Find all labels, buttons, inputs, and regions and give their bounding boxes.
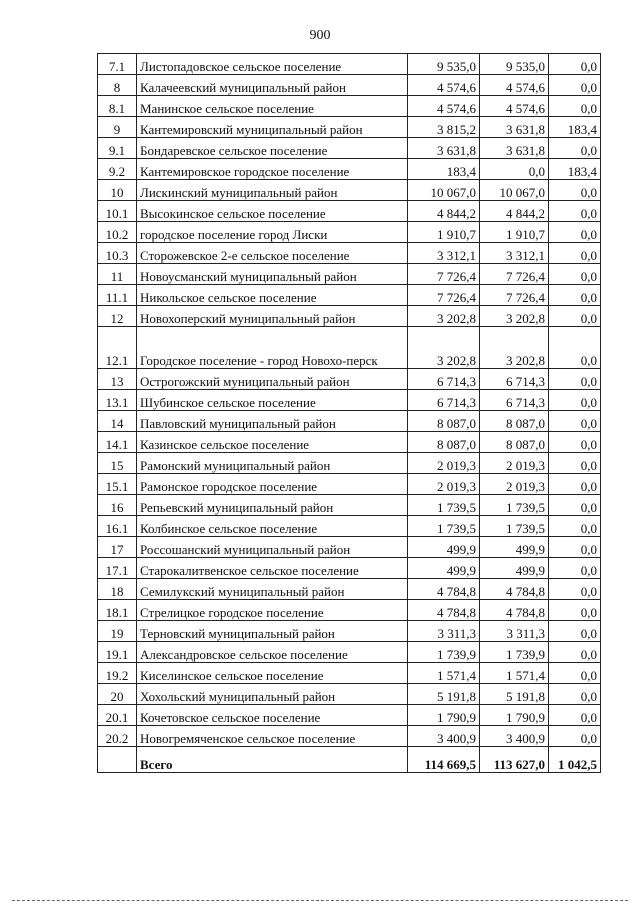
amount-col3-cell: 0,0 <box>549 600 601 621</box>
amount-col2-cell: 4 574,6 <box>480 96 549 117</box>
municipality-name-cell: Рамонское городское поселение <box>137 474 408 495</box>
amount-col2-cell: 3 631,8 <box>480 138 549 159</box>
amount-total-cell: 3 202,8 <box>408 306 480 327</box>
municipality-name-cell: Старокалитвенское сельское поселение <box>137 558 408 579</box>
row-number-cell: 17.1 <box>98 558 137 579</box>
amount-col3-cell: 0,0 <box>549 138 601 159</box>
table-row <box>98 663 601 684</box>
municipality-name-cell: Новогремяченское сельское поселение <box>137 726 408 747</box>
municipality-name-cell: Кочетовское сельское поселение <box>137 705 408 726</box>
municipality-name-cell: Высокинское сельское поселение <box>137 201 408 222</box>
municipality-name-cell: Александровское сельское поселение <box>137 642 408 663</box>
row-number-cell: 20.1 <box>98 705 137 726</box>
row-number-cell: 7.1 <box>98 54 137 75</box>
amount-col3-cell: 0,0 <box>549 306 601 327</box>
row-number-cell: 14 <box>98 411 137 432</box>
amount-col3-cell: 0,0 <box>549 558 601 579</box>
amount-total-cell: 499,9 <box>408 558 480 579</box>
amount-col2-cell: 4 844,2 <box>480 201 549 222</box>
municipality-name-cell: Россошанский муниципальный район <box>137 537 408 558</box>
row-number-cell: 13.1 <box>98 390 137 411</box>
amount-col2-cell: 3 312,1 <box>480 243 549 264</box>
row-number-cell: 18.1 <box>98 600 137 621</box>
row-number-cell: 17 <box>98 537 137 558</box>
amount-total-cell: 3 312,1 <box>408 243 480 264</box>
amount-col3-cell: 0,0 <box>549 264 601 285</box>
row-number-cell: 19.1 <box>98 642 137 663</box>
page-bottom-rule <box>12 900 628 901</box>
table-row <box>98 621 601 642</box>
amount-total-cell: 3 631,8 <box>408 138 480 159</box>
municipality-name-cell: Никольское сельское поселение <box>137 285 408 306</box>
amount-col3-cell: 0,0 <box>549 726 601 747</box>
amount-total-cell: 4 784,8 <box>408 600 480 621</box>
table-row <box>98 75 601 96</box>
table-row <box>98 579 601 600</box>
amount-total-cell: 7 726,4 <box>408 285 480 306</box>
row-number-cell: 16 <box>98 495 137 516</box>
amount-total-cell: 4 784,8 <box>408 579 480 600</box>
amount-total-cell: 1 571,4 <box>408 663 480 684</box>
table-row <box>98 96 601 117</box>
table-body <box>98 54 601 773</box>
amount-col2-cell: 1 739,5 <box>480 516 549 537</box>
municipality-name-cell: Калачеевский муниципальный район <box>137 75 408 96</box>
table-row <box>98 222 601 243</box>
amount-col3-cell: 0,0 <box>549 285 601 306</box>
amount-col2-cell: 7 726,4 <box>480 264 549 285</box>
amount-col2-cell: 5 191,8 <box>480 684 549 705</box>
amount-col3-cell: 0,0 <box>549 684 601 705</box>
amount-col3-cell: 0,0 <box>549 453 601 474</box>
row-number-cell: 13 <box>98 369 137 390</box>
amount-col2-cell: 3 631,8 <box>480 117 549 138</box>
amount-total-cell: 1 739,9 <box>408 642 480 663</box>
municipality-name-cell: Рамонский муниципальный район <box>137 453 408 474</box>
amount-col2-cell: 10 067,0 <box>480 180 549 201</box>
municipality-name-cell: Репьевский муниципальный район <box>137 495 408 516</box>
amount-col2-cell: 0,0 <box>480 159 549 180</box>
amount-total-cell: 6 714,3 <box>408 369 480 390</box>
row-number-cell: 19 <box>98 621 137 642</box>
table-row <box>98 138 601 159</box>
row-number-cell: 9.1 <box>98 138 137 159</box>
table-row <box>98 411 601 432</box>
amount-col2-cell: 6 714,3 <box>480 369 549 390</box>
total-amount-total-cell: 114 669,5 <box>408 747 480 773</box>
amount-total-cell: 2 019,3 <box>408 474 480 495</box>
table-row <box>98 726 601 747</box>
amount-total-cell: 499,9 <box>408 537 480 558</box>
amount-total-cell: 4 844,2 <box>408 201 480 222</box>
amount-col2-cell: 8 087,0 <box>480 432 549 453</box>
amount-col3-cell: 183,4 <box>549 159 601 180</box>
table-row <box>98 495 601 516</box>
table-row <box>98 453 601 474</box>
municipality-name-cell: Манинское сельское поселение <box>137 96 408 117</box>
municipality-name-cell: городское поселение город Лиски <box>137 222 408 243</box>
page-number: 900 <box>309 28 331 43</box>
table-row <box>98 243 601 264</box>
amount-col2-cell: 3 311,3 <box>480 621 549 642</box>
table-row <box>98 180 601 201</box>
row-number-cell: 16.1 <box>98 516 137 537</box>
row-number-cell: 10 <box>98 180 137 201</box>
row-number-cell: 14.1 <box>98 432 137 453</box>
amount-col3-cell: 0,0 <box>549 96 601 117</box>
amount-col3-cell: 0,0 <box>549 222 601 243</box>
amount-col3-cell: 0,0 <box>549 579 601 600</box>
row-number-cell: 15.1 <box>98 474 137 495</box>
table-row <box>98 516 601 537</box>
amount-total-cell: 9 535,0 <box>408 54 480 75</box>
municipality-name-cell: Бондаревское сельское поселение <box>137 138 408 159</box>
amount-col3-cell: 0,0 <box>549 432 601 453</box>
amount-col3-cell: 0,0 <box>549 642 601 663</box>
amount-total-cell: 6 714,3 <box>408 390 480 411</box>
table-row <box>98 390 601 411</box>
municipality-name-cell: Семилукский муниципальный район <box>137 579 408 600</box>
amount-col3-cell: 0,0 <box>549 516 601 537</box>
municipality-name-cell: Павловский муниципальный район <box>137 411 408 432</box>
amount-col2-cell: 4 784,8 <box>480 579 549 600</box>
municipality-name-cell: Острогожский муниципальный район <box>137 369 408 390</box>
table-row <box>98 684 601 705</box>
amount-col3-cell: 0,0 <box>549 327 601 369</box>
row-number-cell: 20 <box>98 684 137 705</box>
table-row <box>98 600 601 621</box>
total-row <box>98 747 601 773</box>
amount-col3-cell: 0,0 <box>549 621 601 642</box>
budget-table <box>97 53 601 773</box>
amount-total-cell: 10 067,0 <box>408 180 480 201</box>
amount-col3-cell: 0,0 <box>549 663 601 684</box>
table-row <box>98 117 601 138</box>
amount-total-cell: 8 087,0 <box>408 432 480 453</box>
amount-total-cell: 7 726,4 <box>408 264 480 285</box>
municipality-name-cell: Сторожевское 2-е сельское поселение <box>137 243 408 264</box>
amount-total-cell: 2 019,3 <box>408 453 480 474</box>
row-number-cell: 20.2 <box>98 726 137 747</box>
row-number-cell: 8 <box>98 75 137 96</box>
amount-col3-cell: 0,0 <box>549 201 601 222</box>
amount-total-cell: 3 202,8 <box>408 327 480 369</box>
amount-total-cell: 3 400,9 <box>408 726 480 747</box>
amount-col2-cell: 4 574,6 <box>480 75 549 96</box>
municipality-name-cell: Терновский муниципальный район <box>137 621 408 642</box>
municipality-name-cell: Кантемировское городское поселение <box>137 159 408 180</box>
amount-col3-cell: 0,0 <box>549 705 601 726</box>
municipality-name-cell: Новоусманский муниципальный район <box>137 264 408 285</box>
table-row <box>98 642 601 663</box>
table-row <box>98 474 601 495</box>
amount-col3-cell: 0,0 <box>549 243 601 264</box>
row-number-cell: 10.3 <box>98 243 137 264</box>
amount-col2-cell: 7 726,4 <box>480 285 549 306</box>
amount-col2-cell: 1 739,9 <box>480 642 549 663</box>
row-number-cell: 10.2 <box>98 222 137 243</box>
amount-col3-cell: 0,0 <box>549 537 601 558</box>
row-number-cell: 11 <box>98 264 137 285</box>
table-row <box>98 201 601 222</box>
municipality-name-cell: Колбинское сельское поселение <box>137 516 408 537</box>
amount-col2-cell: 1 571,4 <box>480 663 549 684</box>
amount-col2-cell: 3 202,8 <box>480 306 549 327</box>
amount-col2-cell: 2 019,3 <box>480 474 549 495</box>
row-number-cell: 12.1 <box>98 327 137 369</box>
amount-col3-cell: 0,0 <box>549 474 601 495</box>
row-number-cell: 9.2 <box>98 159 137 180</box>
municipality-name-cell: Лискинский муниципальный район <box>137 180 408 201</box>
table-row <box>98 285 601 306</box>
municipality-name-cell: Казинское сельское поселение <box>137 432 408 453</box>
amount-total-cell: 3 815,2 <box>408 117 480 138</box>
amount-total-cell: 1 739,5 <box>408 516 480 537</box>
row-number-cell: 9 <box>98 117 137 138</box>
amount-total-cell: 5 191,8 <box>408 684 480 705</box>
row-number-cell: 19.2 <box>98 663 137 684</box>
municipality-name-cell: Новохоперский муниципальный район <box>137 306 408 327</box>
table-row <box>98 306 601 327</box>
row-number-cell: 8.1 <box>98 96 137 117</box>
table-row <box>98 369 601 390</box>
amount-col3-cell: 0,0 <box>549 75 601 96</box>
amount-col2-cell: 2 019,3 <box>480 453 549 474</box>
row-number-cell: 15 <box>98 453 137 474</box>
row-number-cell: 18 <box>98 579 137 600</box>
municipality-name-cell: Стрелицкое городское поселение <box>137 600 408 621</box>
municipality-name-cell: Листопадовское сельское поселение <box>137 54 408 75</box>
amount-col3-cell: 183,4 <box>549 117 601 138</box>
amount-col3-cell: 0,0 <box>549 369 601 390</box>
municipality-name-cell: Хохольский муниципальный район <box>137 684 408 705</box>
amount-col2-cell: 4 784,8 <box>480 600 549 621</box>
amount-col3-cell: 0,0 <box>549 180 601 201</box>
amount-total-cell: 1 739,5 <box>408 495 480 516</box>
row-number-cell: 11.1 <box>98 285 137 306</box>
row-number-cell: 12 <box>98 306 137 327</box>
amount-col2-cell: 499,9 <box>480 558 549 579</box>
amount-col2-cell: 9 535,0 <box>480 54 549 75</box>
amount-col2-cell: 499,9 <box>480 537 549 558</box>
table-row <box>98 705 601 726</box>
total-amount-col2-cell: 113 627,0 <box>480 747 549 773</box>
amount-col2-cell: 1 790,9 <box>480 705 549 726</box>
amount-col3-cell: 0,0 <box>549 390 601 411</box>
amount-col3-cell: 0,0 <box>549 495 601 516</box>
amount-col2-cell: 1 910,7 <box>480 222 549 243</box>
amount-col2-cell: 1 739,5 <box>480 495 549 516</box>
total-amount-col3-cell: 1 042,5 <box>549 747 601 773</box>
amount-col2-cell: 3 400,9 <box>480 726 549 747</box>
amount-total-cell: 4 574,6 <box>408 75 480 96</box>
municipality-name-cell: Киселинское сельское поселение <box>137 663 408 684</box>
municipality-name-cell: Шубинское сельское поселение <box>137 390 408 411</box>
amount-total-cell: 4 574,6 <box>408 96 480 117</box>
amount-total-cell: 1 910,7 <box>408 222 480 243</box>
table-row <box>98 159 601 180</box>
table-row <box>98 264 601 285</box>
total-row-number-cell <box>98 747 137 773</box>
amount-col2-cell: 8 087,0 <box>480 411 549 432</box>
table-row <box>98 558 601 579</box>
amount-col2-cell: 3 202,8 <box>480 327 549 369</box>
table-row <box>98 327 601 369</box>
municipality-name-cell: Кантемировский муниципальный район <box>137 117 408 138</box>
municipality-name-cell: Городское поселение - город Новохо-перск <box>137 327 408 369</box>
amount-total-cell: 183,4 <box>408 159 480 180</box>
amount-total-cell: 8 087,0 <box>408 411 480 432</box>
table-row <box>98 537 601 558</box>
table-row <box>98 432 601 453</box>
amount-total-cell: 1 790,9 <box>408 705 480 726</box>
row-number-cell: 10.1 <box>98 201 137 222</box>
amount-col3-cell: 0,0 <box>549 54 601 75</box>
amount-col2-cell: 6 714,3 <box>480 390 549 411</box>
amount-total-cell: 3 311,3 <box>408 621 480 642</box>
table-row <box>98 54 601 75</box>
total-municipality-name-cell: Всего <box>137 747 408 773</box>
amount-col3-cell: 0,0 <box>549 411 601 432</box>
